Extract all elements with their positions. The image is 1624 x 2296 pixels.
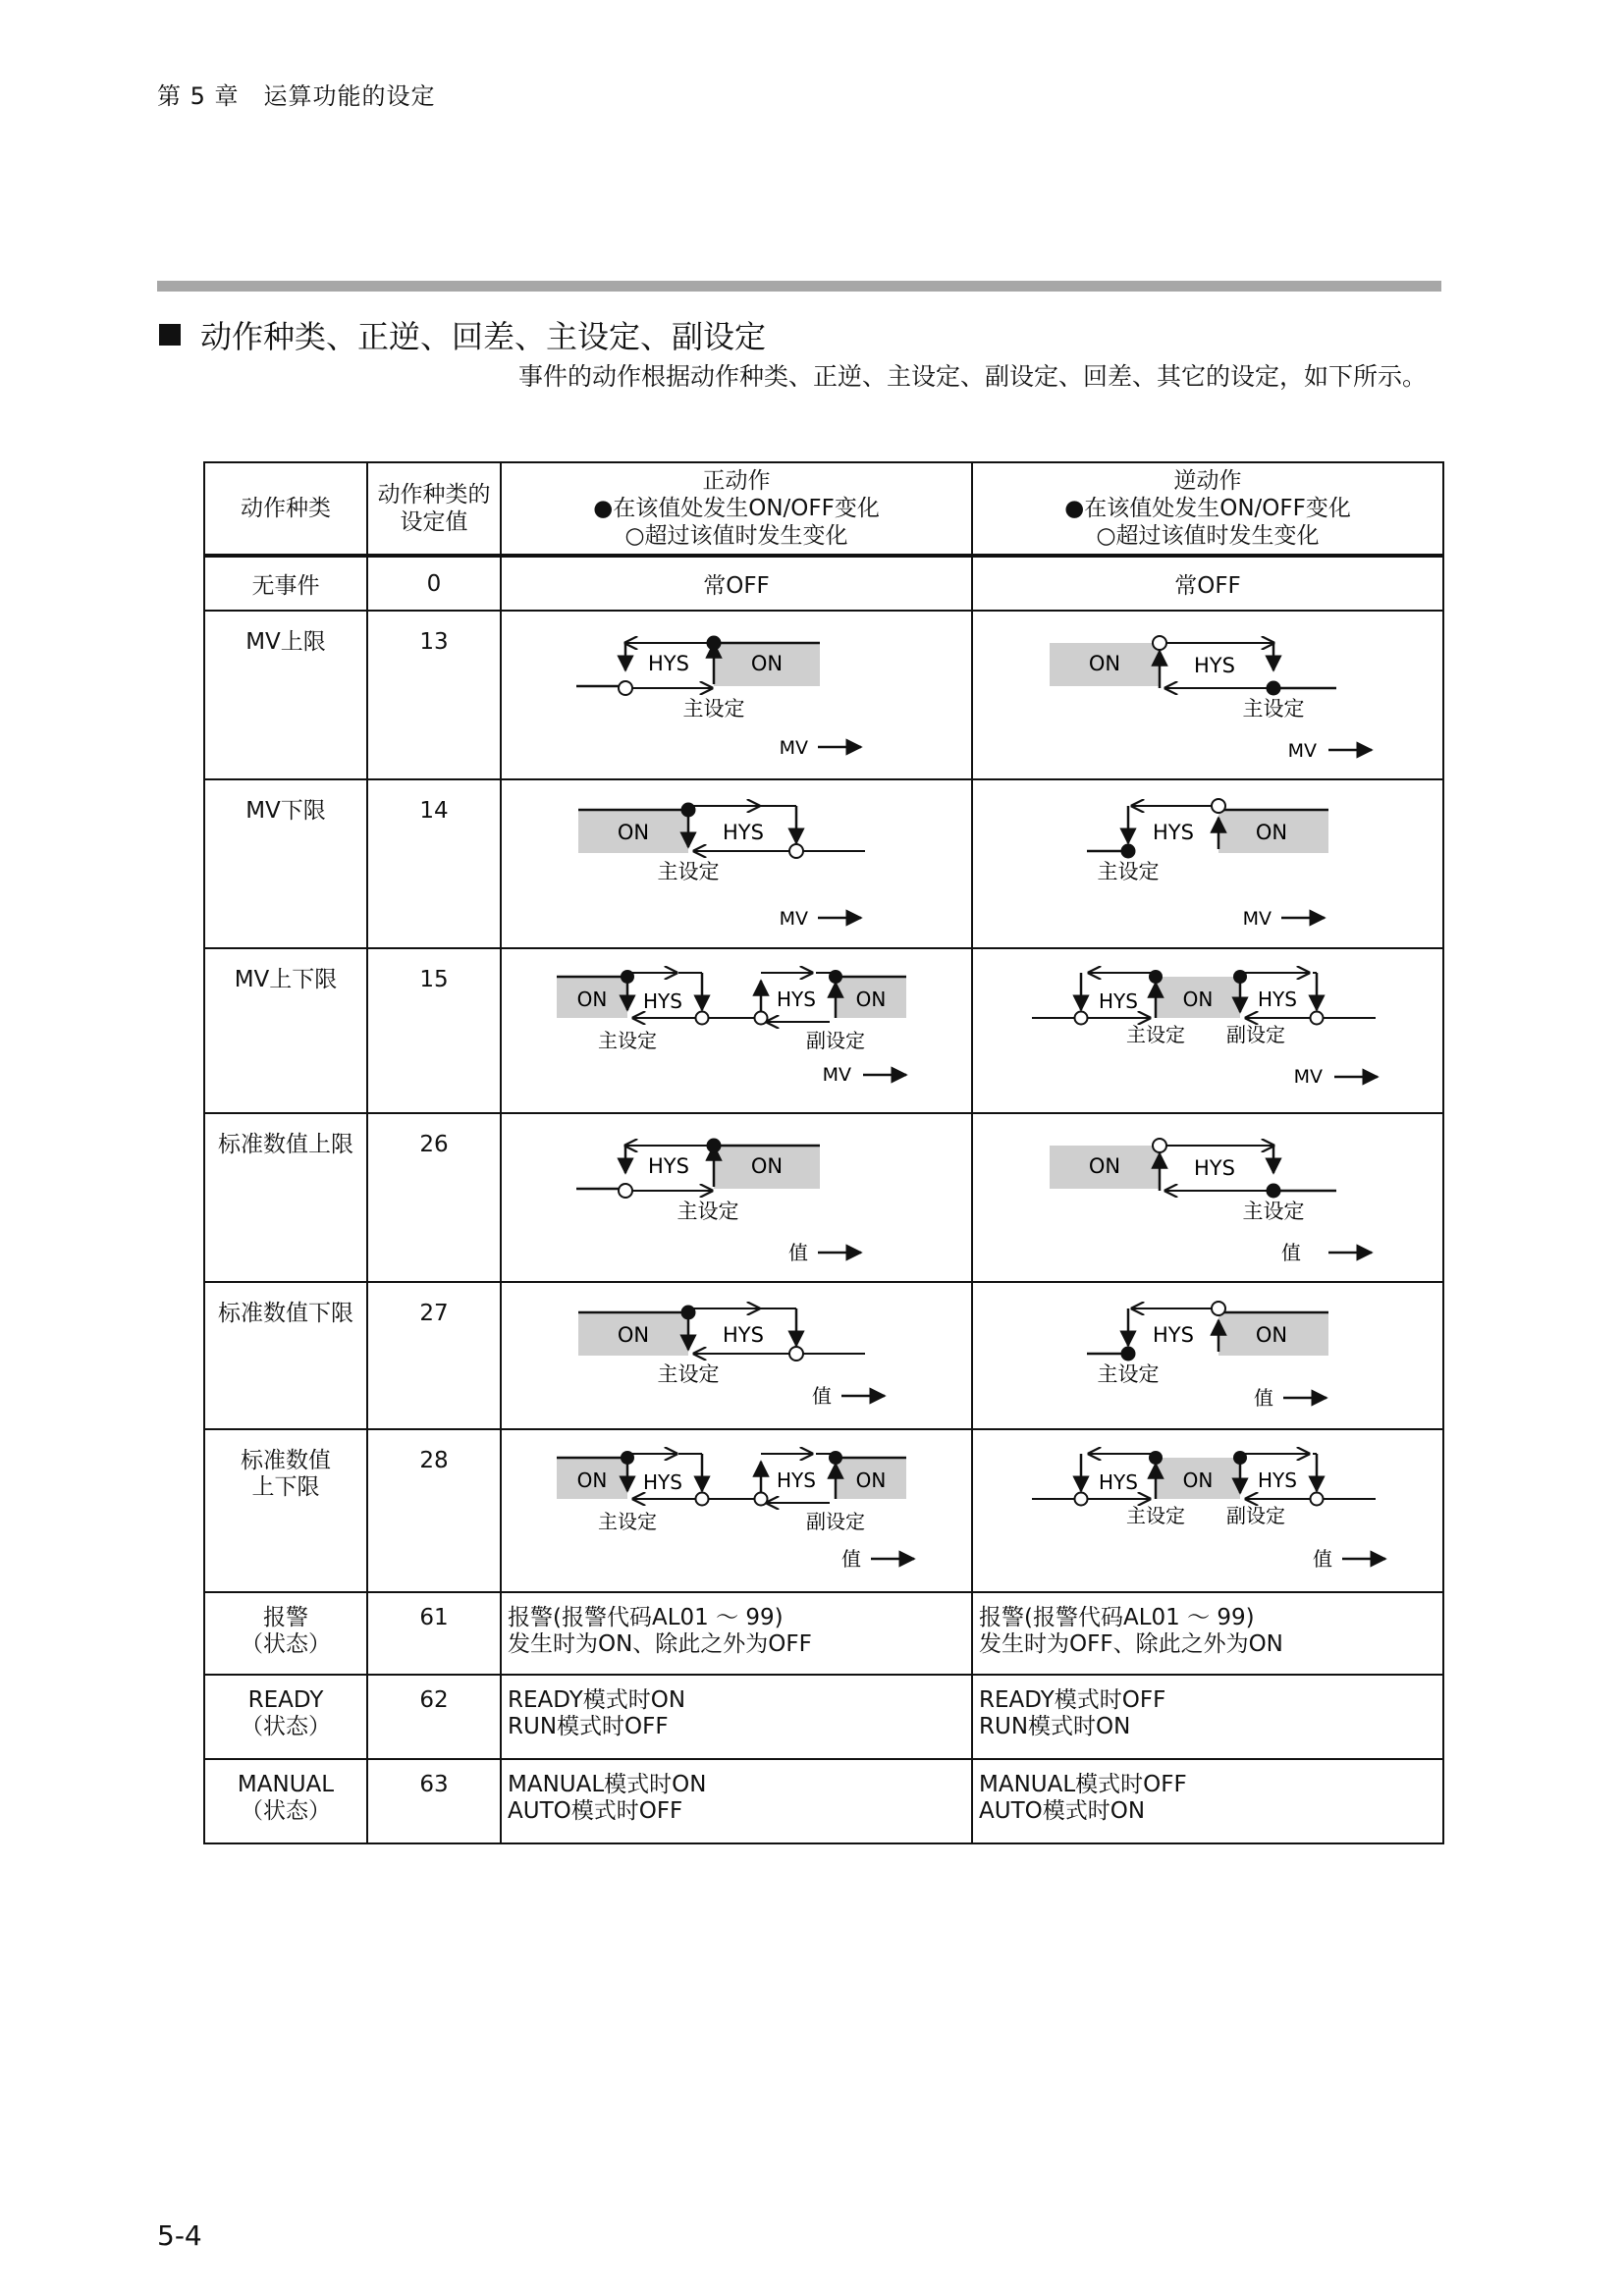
table-row	[204, 948, 1443, 1113]
on-label: ON	[1088, 1154, 1121, 1178]
on-label: ON	[750, 652, 784, 675]
axis-label: 值	[1281, 1241, 1301, 1264]
value-lower-reverse-diagram	[973, 1283, 1442, 1428]
main-set-label: 主设定	[1242, 1200, 1305, 1223]
axis-label: MV	[822, 1064, 851, 1086]
hys-label: HYS	[1153, 1323, 1194, 1347]
axis-label: 值	[1254, 1386, 1273, 1410]
sub-set-label: 副设定	[1226, 1504, 1285, 1527]
on-label: ON	[576, 1468, 608, 1492]
page-number: 5-4	[157, 2219, 202, 2252]
header-reverse-action: 逆动作 ●在该值处发生ON/OFF变化 ○超过该值时发生变化	[972, 462, 1443, 556]
reverse-diagram-cell	[972, 948, 1443, 1113]
hys-label: HYS	[643, 989, 682, 1013]
table-row	[204, 1675, 1443, 1759]
setting-value-cell: 61	[367, 1592, 501, 1675]
table-row	[204, 779, 1443, 948]
action-type-cell: 标准数值上限	[204, 1113, 367, 1282]
reverse-cell: 常OFF	[972, 556, 1443, 611]
setting-value-cell: 26	[367, 1113, 501, 1282]
axis-label: MV	[1287, 740, 1317, 762]
hys-label: HYS	[1258, 988, 1297, 1011]
value-upper-reverse-diagram	[973, 1114, 1442, 1281]
action-type-cell: 报警 （状态）	[204, 1592, 367, 1675]
main-set-label: 主设定	[682, 697, 745, 721]
forward-diagram-cell	[501, 1429, 972, 1592]
hys-label: HYS	[723, 1323, 764, 1347]
hys-label: HYS	[643, 1470, 682, 1494]
hys-label: HYS	[1194, 1156, 1235, 1180]
header-action-type: 动作种类	[204, 462, 367, 556]
reverse-diagram-cell	[972, 1282, 1443, 1429]
setting-value-cell: 13	[367, 611, 501, 779]
forward-cell: MANUAL模式时ON AUTO模式时OFF	[501, 1759, 972, 1843]
mv-lower-forward-diagram	[502, 780, 971, 947]
intro-paragraph: 事件的动作根据动作种类、正逆、主设定、副设定、回差、其它的设定，如下所示。	[518, 362, 1428, 391]
reverse-diagram-cell	[972, 779, 1443, 948]
forward-diagram-cell	[501, 948, 972, 1113]
forward-diagram-cell	[501, 779, 972, 948]
forward-diagram-cell	[501, 611, 972, 779]
section-title	[159, 312, 766, 357]
axis-label: 值	[812, 1384, 832, 1408]
main-set-label: 主设定	[1126, 1504, 1185, 1527]
table-header-row	[204, 462, 1443, 556]
hys-label: HYS	[1153, 821, 1194, 844]
setting-value-cell: 0	[367, 556, 501, 611]
table-row	[204, 1429, 1443, 1592]
mv-band-forward-diagram	[502, 949, 971, 1112]
value-lower-forward-diagram	[502, 1283, 971, 1428]
hys-label: HYS	[777, 988, 816, 1011]
sub-set-label: 副设定	[806, 1029, 865, 1052]
value-upper-forward-diagram	[502, 1114, 971, 1281]
value-band-reverse-diagram	[973, 1430, 1442, 1591]
sub-set-label: 副设定	[1226, 1023, 1285, 1046]
mv-band-reverse-diagram	[973, 949, 1442, 1112]
axis-label: MV	[779, 908, 808, 930]
main-set-label: 主设定	[1242, 697, 1305, 721]
event-action-table	[203, 461, 1444, 1844]
table-row	[204, 1113, 1443, 1282]
hys-label: HYS	[1258, 1468, 1297, 1492]
action-type-cell: 无事件	[204, 556, 367, 611]
setting-value-cell: 14	[367, 779, 501, 948]
on-label: ON	[617, 821, 650, 844]
main-set-label: 主设定	[657, 860, 720, 883]
on-label: ON	[617, 1323, 650, 1347]
axis-label: MV	[1293, 1066, 1323, 1088]
on-label: ON	[576, 988, 608, 1011]
reverse-diagram-cell	[972, 1113, 1443, 1282]
section-divider	[157, 281, 1441, 292]
square-bullet-icon	[159, 324, 181, 346]
main-set-label: 主设定	[598, 1029, 657, 1052]
forward-diagram-cell	[501, 1113, 972, 1282]
axis-label: 值	[1313, 1547, 1332, 1571]
mv-upper-reverse-diagram	[973, 612, 1442, 778]
hys-label: HYS	[777, 1468, 816, 1492]
axis-label: 值	[841, 1547, 861, 1571]
setting-value-cell: 27	[367, 1282, 501, 1429]
value-band-forward-diagram	[502, 1430, 971, 1591]
on-label: ON	[1255, 821, 1288, 844]
sub-set-label: 副设定	[806, 1510, 865, 1533]
reverse-cell: MANUAL模式时OFF AUTO模式时ON	[972, 1759, 1443, 1843]
action-type-cell: MV下限	[204, 779, 367, 948]
action-type-cell: 标准数值 上下限	[204, 1429, 367, 1592]
on-label: ON	[1182, 988, 1214, 1011]
hys-label: HYS	[1099, 989, 1138, 1013]
axis-label: MV	[1242, 908, 1272, 930]
main-set-label: 主设定	[1097, 860, 1160, 883]
reverse-diagram-cell	[972, 611, 1443, 779]
forward-diagram-cell	[501, 1282, 972, 1429]
mv-lower-reverse-diagram	[973, 780, 1442, 947]
setting-value-cell: 62	[367, 1675, 501, 1759]
main-set-label: 主设定	[1126, 1023, 1185, 1046]
page-header: 第 5 章 运算功能的设定	[157, 82, 436, 110]
hys-label: HYS	[723, 821, 764, 844]
on-label: ON	[855, 988, 887, 1011]
axis-label: 值	[788, 1241, 808, 1264]
setting-value-cell: 15	[367, 948, 501, 1113]
table-row	[204, 1592, 1443, 1675]
main-set-label: 主设定	[677, 1200, 739, 1223]
on-label: ON	[750, 1154, 784, 1178]
action-type-cell: MANUAL （状态）	[204, 1759, 367, 1843]
axis-label: MV	[779, 737, 808, 759]
hys-label: HYS	[1194, 654, 1235, 677]
setting-value-cell: 63	[367, 1759, 501, 1843]
action-type-cell: 标准数值下限	[204, 1282, 367, 1429]
header-forward-action: 正动作 ●在该值处发生ON/OFF变化 ○超过该值时发生变化	[501, 462, 972, 556]
reverse-cell: READY模式时OFF RUN模式时ON	[972, 1675, 1443, 1759]
main-set-label: 主设定	[598, 1510, 657, 1533]
reverse-diagram-cell	[972, 1429, 1443, 1592]
table-row	[204, 1282, 1443, 1429]
section-title-text: 动作种类、正逆、回差、主设定、副设定	[200, 318, 767, 355]
main-set-label: 主设定	[657, 1362, 720, 1386]
table-row	[204, 1759, 1443, 1843]
hys-label: HYS	[648, 1154, 689, 1178]
reverse-cell: 报警(报警代码AL01 ～ 99) 发生时为OFF、除此之外为ON	[972, 1592, 1443, 1675]
table-row	[204, 556, 1443, 611]
on-label: ON	[855, 1468, 887, 1492]
on-label: ON	[1088, 652, 1121, 675]
action-type-cell: READY （状态）	[204, 1675, 367, 1759]
forward-cell: 常OFF	[501, 556, 972, 611]
on-label: ON	[1255, 1323, 1288, 1347]
table-row	[204, 611, 1443, 779]
action-type-cell: MV上下限	[204, 948, 367, 1113]
main-set-label: 主设定	[1097, 1362, 1160, 1386]
hys-label: HYS	[1099, 1470, 1138, 1494]
action-type-cell: MV上限	[204, 611, 367, 779]
forward-cell: 报警(报警代码AL01 ～ 99) 发生时为ON、除此之外为OFF	[501, 1592, 972, 1675]
hys-label: HYS	[648, 652, 689, 675]
on-label: ON	[1182, 1468, 1214, 1492]
mv-upper-forward-diagram	[502, 612, 971, 778]
setting-value-cell: 28	[367, 1429, 501, 1592]
header-setting-value: 动作种类的 设定值	[367, 462, 501, 556]
forward-cell: READY模式时ON RUN模式时OFF	[501, 1675, 972, 1759]
